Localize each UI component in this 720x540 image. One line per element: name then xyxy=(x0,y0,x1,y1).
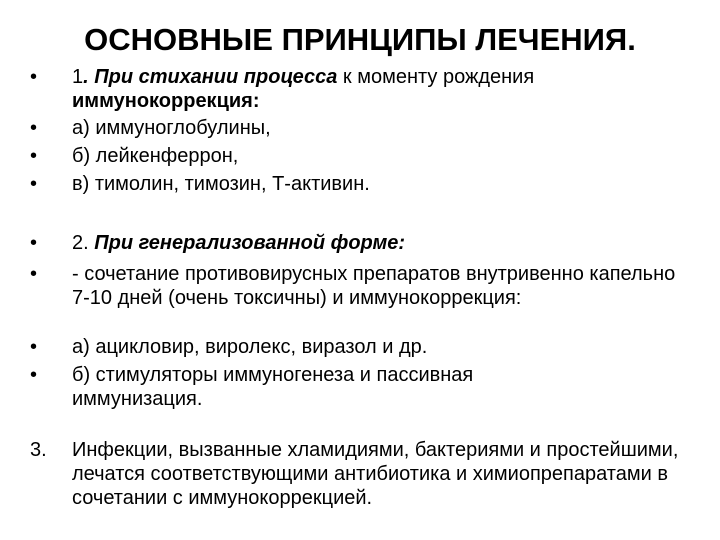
list-item-2-line xyxy=(30,262,680,310)
slide-title: ОСНОВНЫЕ ПРИНЦИПЫ ЛЕЧЕНИЯ. xyxy=(84,22,636,57)
item-text: б) лейкенферрон, xyxy=(72,145,239,167)
item-text: Инфекции, вызванные хламидиями, бактериями и простейшими, лечатся соответствующими антибиотика и химиопрепаратами в сочетании с иммунокоррекцией. xyxy=(72,439,679,509)
bullet: • xyxy=(30,232,38,254)
item-text: а) ацикловир, виролекс, виразол и др. xyxy=(72,336,428,358)
list-item-2b xyxy=(30,363,550,411)
bullet: • xyxy=(30,117,38,139)
list-item-1 xyxy=(30,65,690,113)
bullet: • xyxy=(30,173,38,195)
item-number: 3. xyxy=(30,439,47,461)
bullet: • xyxy=(30,336,38,358)
item-text: - сочетание противовирусных препаратов внутривенно капельно 7-10 дней (очень токсичны) и иммунокоррекция: xyxy=(72,263,676,309)
item-text: а) иммуноглобулины, xyxy=(72,117,271,139)
list-item-1b xyxy=(30,144,690,168)
list-item-1a xyxy=(30,116,690,140)
bullet: • xyxy=(30,263,38,285)
item-text: б) стимуляторы иммуногенеза и пассивная иммунизация. xyxy=(72,364,474,410)
bullet: • xyxy=(30,66,38,88)
item-bold-text: иммунокоррекция: xyxy=(72,90,260,112)
list-item-2a xyxy=(30,335,690,359)
list-item-3 xyxy=(30,438,686,510)
item-number: 2. xyxy=(72,232,95,254)
item-text: в) тимолин, тимозин, Т-активин. xyxy=(72,173,370,195)
item-number: 1 xyxy=(72,66,84,88)
item-lead: При генерализованной форме: xyxy=(94,232,406,254)
list-item-2 xyxy=(30,231,690,255)
item-text: к моменту рождения xyxy=(337,66,535,88)
item-lead: . При стихании процесса xyxy=(83,66,338,88)
bullet: • xyxy=(30,364,38,386)
list-item-1c xyxy=(30,172,690,196)
bullet: • xyxy=(30,145,38,167)
